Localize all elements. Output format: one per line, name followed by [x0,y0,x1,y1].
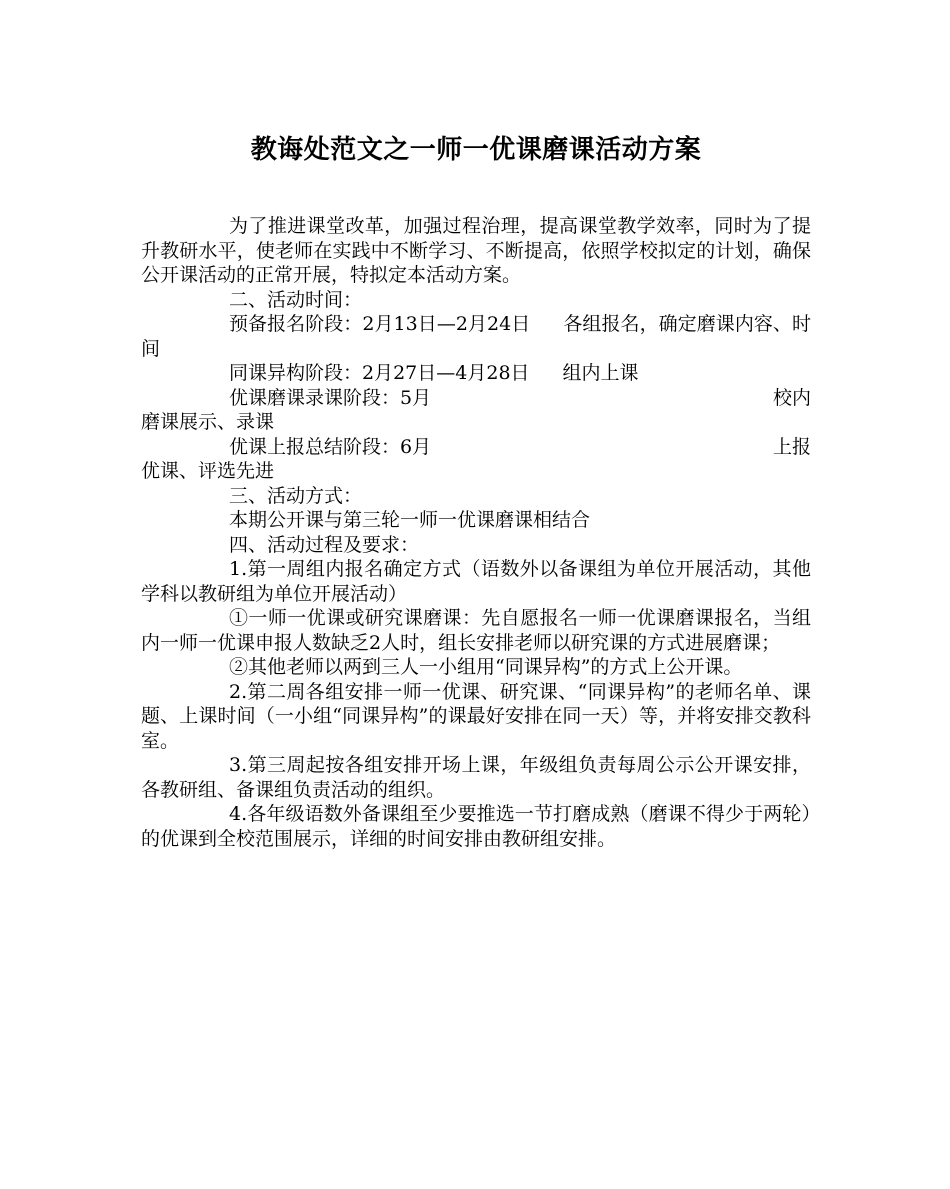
schedule-item-4 [141,435,811,460]
section-heading-process: 四、活动过程及要求： [229,533,420,556]
schedule-task-4: 上报 [772,435,811,458]
schedule-task-3: 校内 [772,386,811,409]
schedule-stage-2: 同课异构阶段：2月27日—4月28日 [229,362,530,384]
schedule-task-1-rest: 内容、时间 [141,313,811,360]
schedule-task-4-rest: 优课、评选先进 [141,460,275,482]
step-paragraph: 4.各年级语数外备课组至少要推选一节打磨成熟（磨课不得少于两轮）的优课到全校范围展示，详细的时间安排由教研组安排。 [141,803,811,850]
step-paragraph: ①一师一优课或研究课磨课：先自愿报名一师一优课磨课报名，当组内一师一优课申报人数缺乏2人时，组长安排老师以研究课的方式进展磨课； [141,607,811,654]
step-paragraph: 1.第一周组内报名确定方式（语数外以备课组为单位开展活动，其他学科以教研组为单位开展活动） [141,558,811,605]
document-body [141,214,811,851]
schedule-item-1 [141,312,811,361]
schedule-item-2 [141,361,811,386]
document-title: 教诲处范文之一师一优课磨课活动方案 [250,135,702,165]
step-paragraph: 3.第三周起按各组安排开场上课，年级组负责每周公示公开课安排，各教研组、备课组负责活动的组织。 [141,754,811,801]
step-paragraph: 2.第二周各组安排一师一优课、研究课、“同课异构”的老师名单、课题、上课时间（一小组“同课异构”的课最好安排在同一天）等，并将安排交教科室。 [141,680,811,752]
schedule-task-3-rest: 磨课展示、录课 [141,411,275,433]
schedule-item-3 [141,386,811,411]
schedule-task-2: 组内上课 [562,362,639,384]
schedule-stage-4: 优课上报总结阶段：6月 [229,435,432,458]
schedule-task-1: 各组报名，确定磨课 [563,313,735,335]
document-page [141,130,811,851]
schedule-stage-3: 优课磨课录课阶段：5月 [229,386,432,409]
schedule-stage-1: 预备报名阶段：2月13日—2月24日 [229,313,531,335]
intro-paragraph: 为了推进课堂改革，加强过程治理，提高课堂教学效率，同时为了提升教研水平，使老师在实践中不断学习、不断提高，依照学校拟定的计划，确保公开课活动的正常开展，特拟定本活动方案。 [141,215,811,286]
section-heading-method: 三、活动方式： [229,484,363,507]
method-paragraph: 本期公开课与第三轮一师一优课磨课相结合 [229,509,591,531]
step-paragraph: ②其他老师以两到三人一小组用“同课异构”的方式上公开课。 [229,656,743,678]
section-heading-time: 二、活动时间： [229,288,363,311]
